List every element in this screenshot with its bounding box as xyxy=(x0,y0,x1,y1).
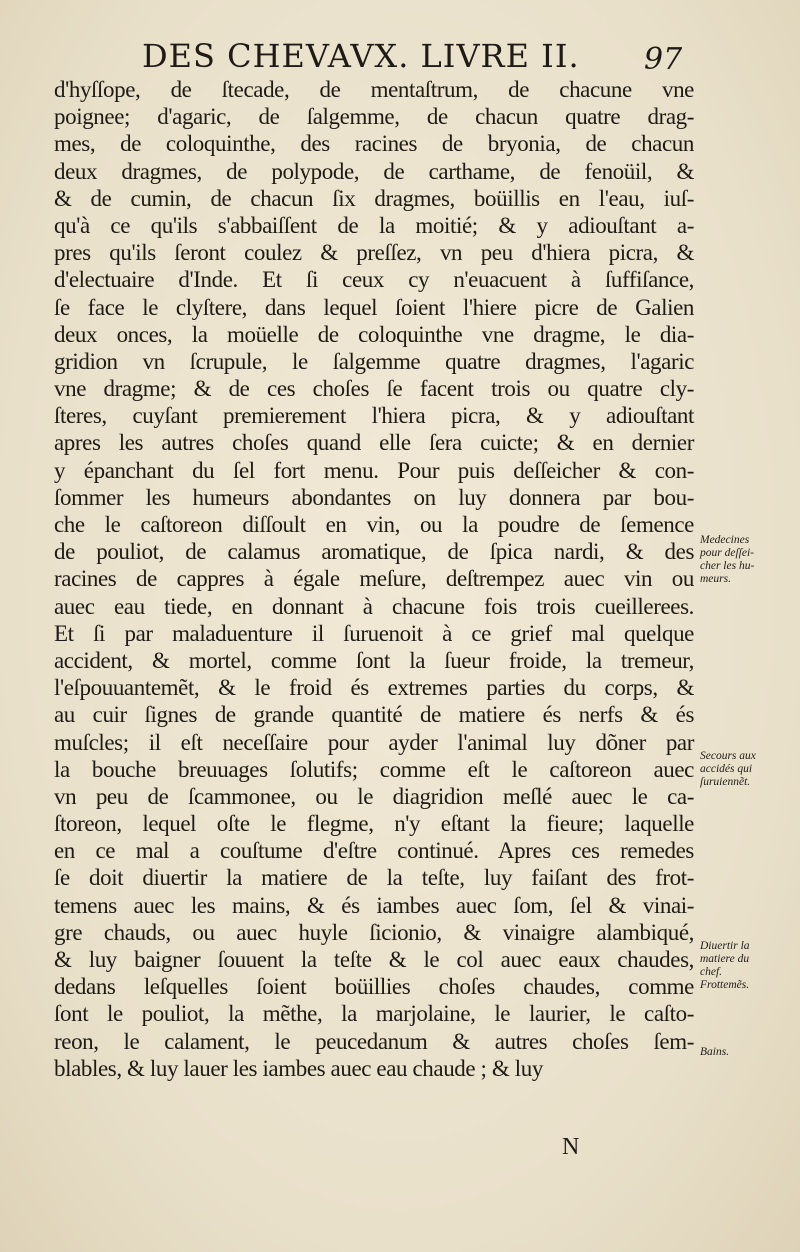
text-line: poignee; d'agaric, de ſalgemme, de chacun quatre drag- xyxy=(54,104,694,130)
body-text xyxy=(54,76,694,1082)
text-line: vn peu de ſcammonee, ou le diagridion meſlé auec le ca- xyxy=(54,783,694,809)
text-line: apres les autres choſes quand elle ſera cuicte; & en dernier xyxy=(54,430,694,456)
text-line: qu'à ce qu'ils s'abbaiſſent de la moitié; & y adiouſtant a- xyxy=(54,212,694,238)
text-line: & de cumin, de chacun ſix dragmes, boüillis en l'eau, iuſ- xyxy=(54,185,694,211)
text-line: racines de cappres à égale meſure, deſtrempez auec vin ou xyxy=(54,566,694,592)
text-line: mes, de coloquinthe, des racines de bryonia, de chacun xyxy=(54,131,694,157)
text-line: d'hyſſope, de ſtecade, de mentaſtrum, de chacune vne xyxy=(54,77,694,102)
text-line: d'electuaire d'Inde. Et ſi ceux cy n'euacuent à ſuffiſance, xyxy=(54,267,694,293)
text-line: auec eau tiede, en donnant à chacune fois trois cueillerees. xyxy=(54,593,694,619)
page-number: 97 xyxy=(644,42,683,77)
page-header xyxy=(0,36,800,76)
text-line: che le caſtoreon diſſoult en vin, ou la poudre de ſemence xyxy=(54,512,694,537)
text-line: deux onces, la moüelle de coloquinthe vne dragme, le dia- xyxy=(54,321,694,347)
margin-note xyxy=(700,534,796,586)
margin-note-line: ſuruiennẽt. xyxy=(700,776,751,788)
margin-note-line: matiere du xyxy=(700,953,750,965)
text-line: blables, & luy lauer les iambes auec eau chaude ; & luy xyxy=(54,1055,543,1081)
text-line: ſteres, cuyſant premierement l'hiera picra, & y adiouſtant xyxy=(54,403,694,429)
text-line: au cuir ſignes de grande quantité de matiere és nerfs & és xyxy=(54,702,694,728)
text-line: Et ſi par maladuenture il ſuruenoit à ce grief mal quelque xyxy=(54,620,694,646)
margin-note-line: chef. xyxy=(700,966,723,978)
margin-note-line: cher les hu- xyxy=(700,560,755,572)
text-line: gridion vn ſcrupule, le ſalgemme quatre dragmes, l'agaric xyxy=(54,348,694,374)
text-line: l'eſpouuantemẽt, & le froid és extremes parties du corps, & xyxy=(54,675,694,701)
signature-mark: N xyxy=(562,1134,580,1160)
margin-note xyxy=(700,750,796,789)
margin-note-line: Diuertir la xyxy=(700,940,750,952)
running-title: DES CHEVAVX. LIVRE II. xyxy=(142,37,580,75)
text-line: dedans leſquelles ſoient boüillies choſes chaudes, comme xyxy=(54,974,694,1000)
text-line: en ce mal a couſtume d'eſtre continué. Apres ces remedes xyxy=(54,838,694,864)
text-line: de pouliot, de calamus aromatique, de ſpica nardi, & des xyxy=(54,539,694,565)
margin-note-line: Frottemẽs. xyxy=(700,979,750,991)
text-line: gre chauds, ou auec huyle ſicionio, & vinaigre alambiqué, xyxy=(54,919,694,945)
text-line: pres qu'ils ſeront coulez & preſſez, vn peu d'hiera picra, & xyxy=(54,240,694,266)
margin-note-line: meurs. xyxy=(700,573,731,585)
text-line: ſtoreon, lequel oſte le flegme, n'y eſtant la fieure; laquelle xyxy=(54,811,694,837)
margin-note-line: pour deſſei- xyxy=(700,547,754,559)
text-line: deux dragmes, de polypode, de carthame, de fenoüil, & xyxy=(54,158,694,184)
margin-note xyxy=(700,940,796,992)
margin-note-line: accidés qui xyxy=(700,763,753,775)
text-line: muſcles; il eſt neceſſaire pour ayder l'animal luy dõner par xyxy=(54,729,694,755)
text-line: la bouche breuuages ſolutifs; comme eſt le caſtoreon auec xyxy=(54,756,694,782)
text-line: accident, & mortel, comme ſont la ſueur froide, la tremeur, xyxy=(54,647,694,673)
text-line: temens auec les mains, & és iambes auec ſom, ſel & vinai- xyxy=(54,892,694,918)
text-line: y épanchant du ſel fort menu. Pour puis deſſeicher & con- xyxy=(54,457,694,483)
text-line: & luy baigner ſouuent la teſte & le col auec eaux chaudes, xyxy=(54,947,694,972)
text-line: reon, le calament, le peucedanum & autres choſes ſem- xyxy=(54,1028,694,1054)
margin-note xyxy=(700,1046,796,1059)
margin-note-line: Secours aux xyxy=(700,750,756,762)
text-line: ſommer les humeurs abondantes on luy donnera par bou- xyxy=(54,484,694,510)
text-line: vne dragme; & de ces choſes ſe facent trois ou quatre cly- xyxy=(54,376,694,402)
text-line: ſe doit diuertir la matiere de la teſte, luy faiſant des frot- xyxy=(54,865,694,891)
text-line: ſe face le clyſtere, dans lequel ſoient l'hiere picre de Galien xyxy=(54,294,694,320)
margin-note-line: Bains. xyxy=(700,1046,730,1058)
margin-note-line: Medecines xyxy=(700,534,750,546)
text-line: ſont le pouliot, la mẽthe, la marjolaine, le laurier, le caſto- xyxy=(54,1001,694,1027)
